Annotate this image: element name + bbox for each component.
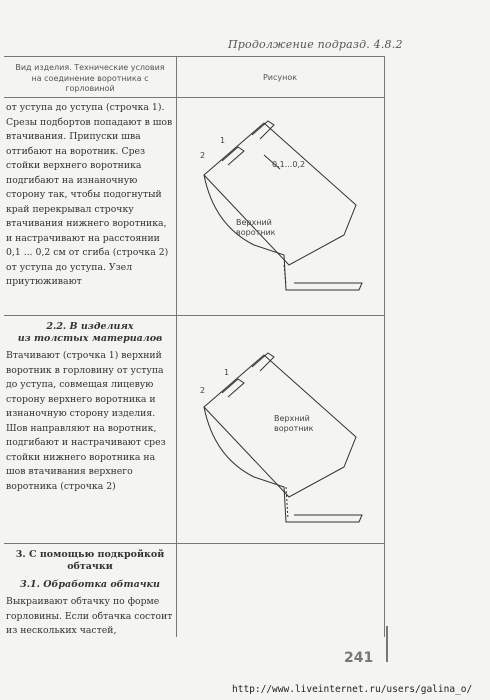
row2-text: Втачивают (строчка 1) верхний воротник в горловину от уступа до уступа, совмещая лицевую сторону верхнего воротника и изнаночную сторону изделия. Шов направляют на воротник, подгибают и настрачивают срез стойки нижнего воротника на шов втачивания верхнего воротника (строчка 2) [6, 350, 166, 492]
fig2-collar-label-2: воротник [274, 424, 314, 433]
fig2-collar-label-1: Верхний [274, 414, 310, 423]
row2-title [6, 321, 174, 345]
fig1-collar-label-1: Верхний [236, 218, 272, 227]
row1-figure [194, 115, 369, 300]
fig1-label-1: 1 [220, 136, 226, 145]
fig2-label-1: 1 [224, 368, 230, 377]
row-divider-1 [4, 315, 384, 316]
running-title: Продолжение подразд. 4.8.2 [228, 38, 403, 51]
page-number-bar [386, 626, 388, 662]
row3-text: Выкраивают обтачку по форме горловины. Если обтачка состоит из нескольких частей, [6, 596, 173, 636]
row2-figure [194, 347, 369, 532]
fig1-measure: 0,1...0,2 [272, 160, 306, 169]
garment-outline [204, 175, 362, 290]
fig1-collar-label-2: воротник [236, 228, 276, 237]
column-header-right: Рисунок [262, 73, 298, 82]
row1-text: от уступа до уступа (строчка 1). Срезы подбортов попадают в шов втачивания. Припуски шва отгибают на воротник. Срез стойки верхнего воротника подгибают на изнаночную сторону так, чтобы подогнутый край перекрывал строчку втачивания нижнего воротника, и настрачивают на расстоянии 0,1 ... 0,2 см от сгиба (строчка 2) от уступа до уступа. Узел приутюживают [6, 102, 173, 287]
row2-title-line2: из толстых материалов [17, 333, 163, 344]
content-table [4, 56, 385, 637]
row3-title [6, 549, 174, 573]
source-url[interactable]: http://www.liveinternet.ru/users/galina_o/ [232, 684, 473, 695]
row3-subtitle: 3.1. Обработка обтачки [20, 579, 160, 590]
column-divider [176, 57, 177, 637]
fig2-label-2: 2 [200, 386, 206, 395]
page-number: 241 [344, 650, 374, 666]
collar-diagram-2 [194, 347, 369, 532]
header-divider [4, 97, 384, 98]
collar-diagram-1 [194, 115, 369, 300]
column-header-left: Вид изделия. Технические условия на соединение воротника с горловиной [15, 63, 165, 93]
row2-title-line1: 2.2. В изделиях [46, 321, 134, 332]
row3-title-line1: 3. С помощью подкройкой [15, 549, 165, 560]
fig1-label-2: 2 [200, 151, 206, 160]
row3-title-line2: обтачки [67, 561, 113, 572]
row-divider-2 [4, 543, 384, 544]
stitch-line [286, 487, 288, 519]
collar-shape [204, 123, 356, 265]
